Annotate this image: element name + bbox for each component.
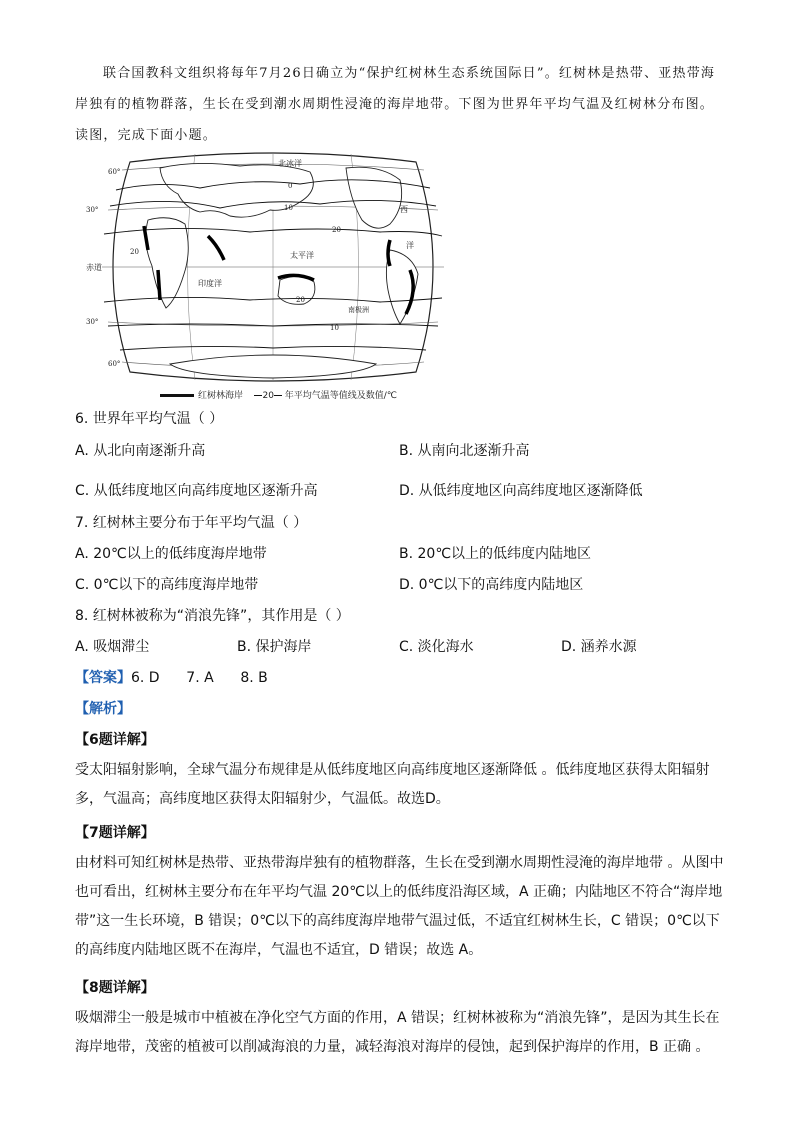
question-6-option-a: A. 从北向南逐渐升高 [75,443,206,459]
map-legend [160,388,397,401]
label-iso-20-w: 20 [130,248,139,256]
question-8-option-a: A. 吸烟滞尘 [75,639,150,655]
mangrove-legend-label: 红树林海岸 [198,391,244,401]
isotherm-legend-value: 20 [262,391,274,401]
question-7-option-c: C. 0℃以下的高纬度海岸地带 [75,577,259,593]
answer-line [75,667,268,687]
label-atlantic-west: 西 [400,205,408,214]
isotherm-legend-swatch-2 [274,395,282,396]
mangrove-coast-2 [158,270,160,300]
question-7-stem: 7. 红树林主要分布于年平均气温（ ） [75,515,308,531]
detail-8-text: 吸烟滞尘一般是城市中植被在净化空气方面的作用，A 错误；红树林被称为“消浪先锋”，是因为其生长在海岸地带，茂密的植被可以削减海浪的力量，减轻海浪对海岸的侵蚀，起到保护海岸的作用，B 正确 。 [75,1010,720,1055]
question-8-option-b: B. 保护海岸 [237,639,312,655]
question-6-option-d: D. 从低纬度地区向高纬度地区逐渐降低 [399,483,643,499]
label-lat-30n: 30° [86,206,99,214]
detail-8-title: 【8题详解】 [75,980,155,996]
detail-7-title: 【7题详解】 [75,825,155,841]
detail-6-paragraph [75,756,725,814]
label-southern: 南极洲 [348,306,369,314]
question-8-option-d: D. 涵养水源 [561,639,637,655]
mangrove-coast-5 [388,240,390,266]
answer-values: 6. D 7. A 8. B [131,670,268,686]
label-atlantic-yang: 洋 [406,241,414,250]
label-lat-60n: 60° [108,168,121,176]
label-iso-20-s: 20 [296,296,305,304]
detail-7-text: 由材料可知红树林是热带、亚热带海岸独有的植物群落，生长在受到潮水周期性浸淹的海岸地带 。从图中也可看出，红树林主要分布在年平均气温 20℃以上的低纬度沿海区域，A 正确；内陆地区不符合“海岸地带”这一生长环境，B 错误；0℃以下的高纬度海岸地带气温过低，不适宜红树林生长，C 错误；0℃以下的高纬度内陆地区既不在海岸，气温也不适宜，D 错误；故选 A。 [75,855,724,958]
intro-text: 联合国教科文组织将每年7月26日确立为“保护红树林生态系统国际日”。红树林是热带、亚热带海岸独有的植物群落，生长在受到潮水周期性浸淹的海岸地带。下图为世界年平均气温及红树林分布图。读图，完成下面小题。 [75,66,716,143]
label-lat-30s: 30° [86,318,99,326]
analysis-label: 【解析】 [75,701,131,717]
question-7-option-a: A. 20℃以上的低纬度海岸地带 [75,546,267,562]
label-north-pacific: 北冰洋 [278,159,302,168]
label-iso-20-n: 20 [332,226,341,234]
world-temperature-mangrove-map [86,150,446,384]
intro-paragraph [75,58,725,151]
question-8-stem: 8. 红树林被称为“消浪先锋”，其作用是（ ） [75,608,350,624]
answer-label: 【答案】 [75,670,131,686]
label-pacific: 太平洋 [290,251,314,260]
detail-8-paragraph [75,1004,725,1062]
label-lat-60s: 60° [108,360,121,368]
question-7-option-d: D. 0℃以下的高纬度内陆地区 [399,577,584,593]
detail-6-text: 受太阳辐射影响，全球气温分布规律是从低纬度地区向高纬度地区逐渐降低 。低纬度地区获得太阳辐射多，气温高；高纬度地区获得太阳辐射少，气温低。故选D。 [75,762,710,807]
question-7-option-b: B. 20℃以上的低纬度内陆地区 [399,546,592,562]
question-6-stem: 6. 世界年平均气温（ ） [75,411,224,427]
detail-7-paragraph [75,849,725,965]
map-svg [86,150,446,384]
isotherm-legend-label: 年平均气温等值线及数值/℃ [284,391,397,401]
label-iso-10-n: 10 [284,204,293,212]
question-6-option-b: B. 从南向北逐渐升高 [399,443,530,459]
mangrove-legend-swatch [160,394,194,397]
detail-6-title: 【6题详解】 [75,732,155,748]
label-equator: 赤道 [86,263,102,272]
question-8-option-c: C. 淡化海水 [399,639,474,655]
label-iso-0: 0 [288,182,293,190]
label-indian: 印度洋 [198,279,222,288]
label-iso-10-s: 10 [330,324,339,332]
question-6-option-c: C. 从低纬度地区向高纬度地区逐渐升高 [75,483,318,499]
